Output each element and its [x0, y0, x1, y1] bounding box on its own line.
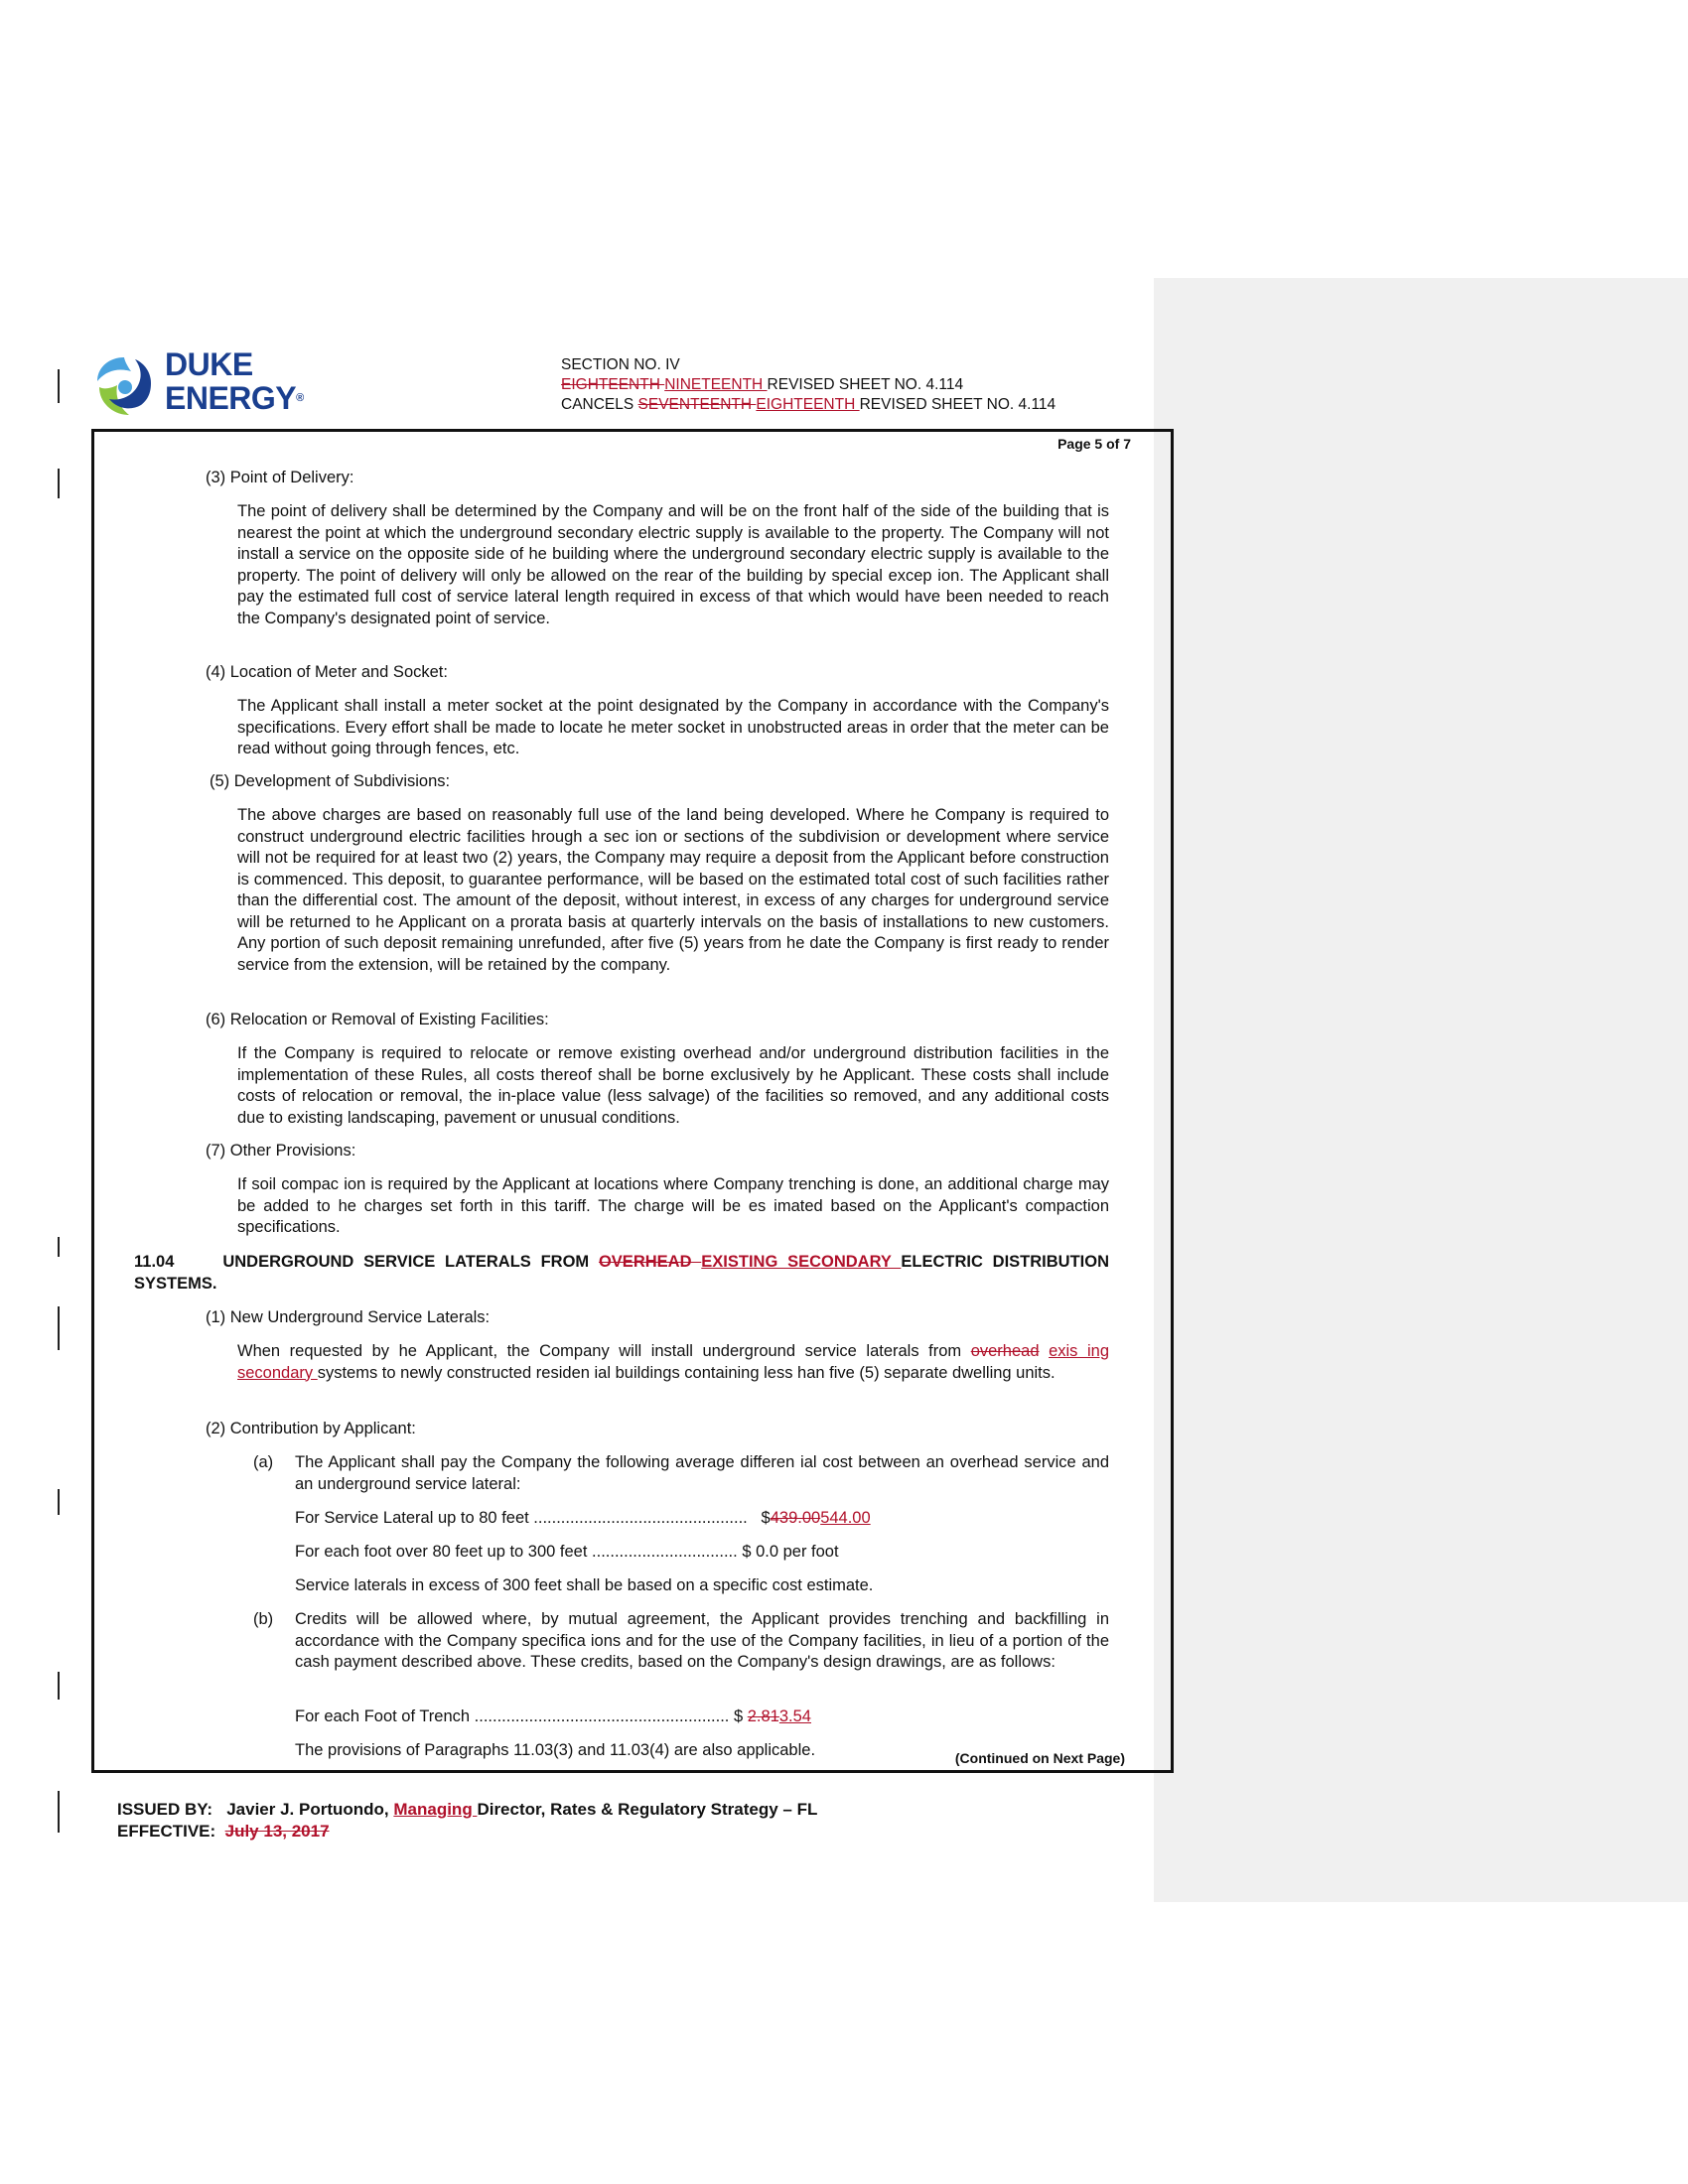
clause-a-text: The Applicant shall pay the Company the following average differen ial cost between an overhead service and an underground service lateral:	[295, 1453, 1109, 1493]
item-4-title: (4) Location of Meter and Socket:	[206, 663, 448, 681]
tariff-sheet-body	[91, 429, 1174, 1773]
section-11-04-heading	[134, 1252, 1109, 1295]
subsection-1-text	[237, 1341, 1109, 1384]
fee-note: Service laterals in excess of 300 feet shall be based on a specific cost estimate.	[295, 1576, 874, 1594]
item-5-text: The above charges are based on reasonably full use of the land being developed. Where he Company is required to construct underground electric facilities hrough a sec ion or sections of the subdivision or development where service will not be required for at least two (2) years, the Company may require a deposit from the Applicant before construction is commenced. This deposit, to guarantee performance, will be based on the estimated total cost of such facilities rather than the differential cost. The amount of the deposit, without interest, in excess of any charges for underground service will be returned to he Applicant on a prorata basis at quarterly intervals on the basis of installations to new customers. Any portion of such deposit remaining unrefunded, after five (5) years from he date the Company is first ready to render service from the extension, will be retained by the company.	[237, 806, 1109, 974]
clause-b-label: (b)	[253, 1610, 274, 1628]
deleted-text: July 13, 2017	[224, 1822, 330, 1841]
revised-sheet-line	[561, 375, 1055, 395]
change-bar	[58, 1237, 60, 1257]
cancels-label: CANCELS	[561, 396, 638, 413]
fee-value: $ 0.0 per foot	[742, 1543, 839, 1561]
fee-row-trench	[295, 1706, 811, 1728]
item-7-title: (7) Other Provisions:	[206, 1142, 356, 1160]
section-number: SECTION NO. IV	[561, 356, 680, 373]
page-number: Page 5 of 7	[1057, 436, 1131, 452]
item-4-text: The Applicant shall install a meter socket at the point designated by the Company in accordance with the Company's specifications. Every effort shall be made to locate he meter socket in unobstructed areas in order that the meter can be read without going through fences, etc.	[237, 697, 1109, 757]
deleted-text: EIGHTEENTH	[561, 376, 665, 393]
deleted-text: 439.00	[770, 1509, 821, 1527]
item-6-title: (6) Relocation or Removal of Existing Facilities:	[206, 1011, 549, 1028]
item-3-text: The point of delivery shall be determined by the Company and will be on the front half of the side of the building that is nearest the point at which the underground secondary electric supply is available to the property. The Company will not install a service on the opposite side of he building where the underground secondary electric supply is available to the property. The point of delivery will only be allowed on the rear of the building by special excep ion. The Applicant shall pay the estimated full cost of service lateral length required in excess of that which would have been needed to reach the Company's designated point of service.	[237, 502, 1109, 627]
duke-energy-logo-icon	[91, 353, 157, 419]
logo-wordmark	[165, 347, 304, 415]
item-6-text: If the Company is required to relocate or remove existing overhead and/or underground distribution facilities in the implementation of these Rules, all costs thereof shall be borne exclusively by he Applicant. These costs shall include costs of relocation or removal, the in-place value (less salvage) of the facilities so removed, and any additional costs due to existing landscaping, pavement or unusual conditions.	[237, 1044, 1109, 1127]
item-7-text: If soil compac ion is required by the Applicant at locations where Company trenching is done, an additional charge may be added to he charges set forth in this tariff. The charge will be es imated based on the Applicant's compaction specifications.	[237, 1175, 1109, 1236]
deleted-text: SEVENTEENTH	[637, 396, 757, 413]
change-bar	[58, 1306, 60, 1350]
heading-text: ELECTRIC DISTRIBUTION SYSTEMS.	[134, 1253, 1110, 1293]
inserted-text: Managing	[393, 1800, 478, 1819]
currency-symbol: $	[761, 1509, 771, 1527]
logo-line-2: ENERGY	[165, 380, 297, 416]
deleted-text: OVERHEAD	[598, 1253, 702, 1271]
subsection-1-title: (1) New Underground Service Laterals:	[206, 1308, 491, 1326]
issuer-name: Javier J. Portuondo,	[226, 1800, 394, 1819]
issuance-footer	[117, 1799, 817, 1843]
deleted-text: overhead	[970, 1342, 1040, 1360]
subsection-2-title: (2) Contribution by Applicant:	[206, 1420, 416, 1437]
issued-by-line	[117, 1799, 817, 1821]
cancels-sheet-text: REVISED SHEET NO. 4.114	[859, 396, 1056, 413]
cancels-sheet-line	[561, 395, 1055, 415]
currency-symbol: $	[733, 1707, 748, 1725]
fee-row-per-foot	[295, 1542, 839, 1564]
issued-by-label: ISSUED BY:	[117, 1800, 213, 1819]
continued-note: (Continued on Next Page)	[954, 1750, 1125, 1766]
item-5-title: (5) Development of Subdivisions:	[210, 772, 451, 790]
inserted-text: 544.00	[820, 1509, 871, 1527]
comment-pane	[1154, 278, 1688, 1902]
body-text: When requested by he Applicant, the Company will install underground service laterals from	[237, 1342, 971, 1360]
logo-registered: ®	[296, 392, 304, 404]
change-bar	[58, 1672, 60, 1700]
issuer-title: Director, Rates & Regulatory Strategy – FL	[477, 1800, 818, 1819]
logo-line-1: DUKE	[165, 346, 253, 382]
clause-a-label: (a)	[253, 1453, 274, 1471]
clause-b-text: Credits will be allowed where, by mutual agreement, the Applicant provides trenching and backfilling in accordance with the Company specifica ions and for the use of the Company facilities, in lieu of a portion of the cash payment described above. These credits, based on the Company's design drawings, are as follows:	[295, 1610, 1109, 1671]
effective-line	[117, 1821, 817, 1843]
inserted-text: exis ing secondary	[237, 1342, 1109, 1382]
inserted-text: 3.54	[778, 1707, 811, 1725]
change-bar	[58, 369, 60, 403]
sheet-header	[561, 355, 1055, 415]
provisions-note: The provisions of Paragraphs 11.03(3) and 11.03(4) are also applicable.	[295, 1741, 816, 1759]
change-bar	[58, 469, 60, 498]
revised-sheet-text: REVISED SHEET NO. 4.114	[767, 376, 964, 393]
deleted-text: 2.81	[747, 1707, 779, 1725]
change-bar	[58, 1791, 60, 1833]
inserted-text: EIGHTEENTH	[756, 396, 860, 413]
heading-text: UNDERGROUND SERVICE LATERALS FROM	[222, 1253, 599, 1271]
effective-label: EFFECTIVE:	[117, 1822, 216, 1841]
fee-label: For each Foot of Trench ........................................................	[295, 1707, 730, 1725]
duke-energy-logo	[91, 347, 310, 423]
fee-label: For Service Lateral up to 80 feet ...............................................	[295, 1509, 748, 1527]
fee-row-service-lateral	[295, 1508, 871, 1530]
body-text: systems to newly constructed residen ial buildings containing less han five (5) separate dwelling units.	[317, 1363, 1055, 1382]
inserted-text: NINETEENTH	[664, 376, 768, 393]
change-bar	[58, 1489, 60, 1515]
item-3-title: (3) Point of Delivery:	[206, 469, 354, 486]
section-number-label: 11.04	[134, 1253, 175, 1271]
fee-label: For each foot over 80 feet up to 300 feet ................................	[295, 1543, 738, 1561]
inserted-text: EXISTING SECONDARY	[701, 1253, 902, 1271]
